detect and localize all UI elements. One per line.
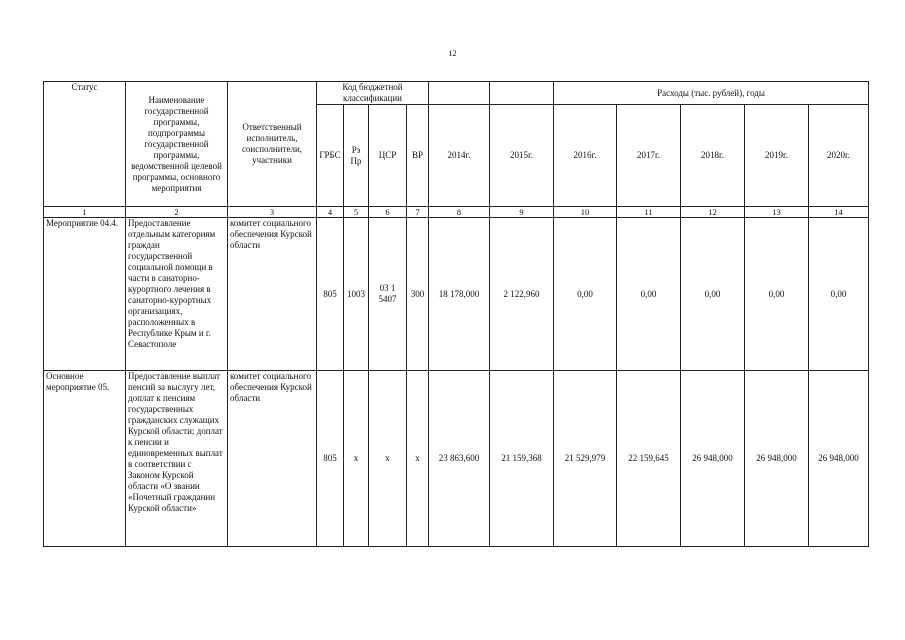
row-value: 21 159,368 xyxy=(490,371,554,547)
row-value: 0,00 xyxy=(617,218,681,371)
row-status: Мероприятие 04.4. xyxy=(44,218,126,371)
row-grbs: 805 xyxy=(317,371,344,547)
header-year: 2016г. xyxy=(554,105,617,207)
row-value: 0,00 xyxy=(745,218,809,371)
row-csr: х xyxy=(369,371,407,547)
row-value: 2 122,960 xyxy=(490,218,554,371)
header-year: 2014г. xyxy=(429,105,490,207)
row-value: 26 948,000 xyxy=(809,371,869,547)
budget-table xyxy=(43,81,869,547)
header-row-top xyxy=(44,82,869,105)
row-value: 0,00 xyxy=(681,218,745,371)
header-expenses: Расходы (тыс. рублей), годы xyxy=(554,82,869,105)
column-number: 4 xyxy=(317,207,344,218)
column-number: 10 xyxy=(554,207,617,218)
row-status: Основное мероприятие 05. xyxy=(44,371,126,547)
column-number: 5 xyxy=(344,207,369,218)
row-value: 26 948,000 xyxy=(681,371,745,547)
row-value: 22 159,645 xyxy=(617,371,681,547)
row-value: 21 529,979 xyxy=(554,371,617,547)
row-value: 0,00 xyxy=(809,218,869,371)
header-csr: ЦСР xyxy=(369,105,407,207)
header-blank-1 xyxy=(429,82,490,105)
row-value: 18 178,000 xyxy=(429,218,490,371)
column-number: 2 xyxy=(126,207,228,218)
table-row xyxy=(44,218,869,371)
header-status: Статус xyxy=(44,82,126,207)
row-grbs: 805 xyxy=(317,218,344,371)
column-number: 9 xyxy=(490,207,554,218)
header-year: 2015г. xyxy=(490,105,554,207)
column-number: 1 xyxy=(44,207,126,218)
row-value: 0,00 xyxy=(554,218,617,371)
column-number: 13 xyxy=(745,207,809,218)
column-number: 14 xyxy=(809,207,869,218)
header-rzpr: Рз Пр xyxy=(344,105,369,207)
column-number: 7 xyxy=(407,207,429,218)
table-row xyxy=(44,371,869,547)
header-responsible: Ответственный исполнитель, соисполнители, участники xyxy=(228,82,317,207)
column-number: 8 xyxy=(429,207,490,218)
column-number-row xyxy=(44,207,869,218)
header-blank-2 xyxy=(490,82,554,105)
header-grbs: ГРБС xyxy=(317,105,344,207)
header-year: 2018г. xyxy=(681,105,745,207)
header-year: 2020г. xyxy=(809,105,869,207)
column-number: 3 xyxy=(228,207,317,218)
row-csr: 03 1 5407 xyxy=(369,218,407,371)
header-budget-code: Код бюджетной классификации xyxy=(317,82,429,105)
header-name: Наименование государственной программы, подпрограммы государственной программы, ведомственной целевой программы, основного мероприятия xyxy=(126,82,228,207)
header-vr: ВР xyxy=(407,105,429,207)
row-name: Предоставление отдельным категориям граждан государственной социальной помощи в части в санаторно-курортного лечения в санаторно-курортных организациях, расположенных в Республике Крым и г. Севастополе xyxy=(126,218,228,371)
row-responsible: комитет социального обеспечения Курской области xyxy=(228,218,317,371)
row-responsible: комитет социального обеспечения Курской области xyxy=(228,371,317,547)
page-number: 12 xyxy=(448,49,457,58)
row-value: 26 948,000 xyxy=(745,371,809,547)
row-rzpr: 1003 xyxy=(344,218,369,371)
header-year: 2017г. xyxy=(617,105,681,207)
row-rzpr: х xyxy=(344,371,369,547)
column-number: 6 xyxy=(369,207,407,218)
row-vr: х xyxy=(407,371,429,547)
column-number: 12 xyxy=(681,207,745,218)
row-value: 23 863,600 xyxy=(429,371,490,547)
header-year: 2019г. xyxy=(745,105,809,207)
row-name: Предоставление выплат пенсий за выслугу лет, доплат к пенсиям государственных гражданских служащих Курской области; доплат к пенсии и единовременных выплат в соответствии с Законом Курской области «О звании «Почетный гражданин Курской области» xyxy=(126,371,228,547)
row-vr: 300 xyxy=(407,218,429,371)
column-number: 11 xyxy=(617,207,681,218)
